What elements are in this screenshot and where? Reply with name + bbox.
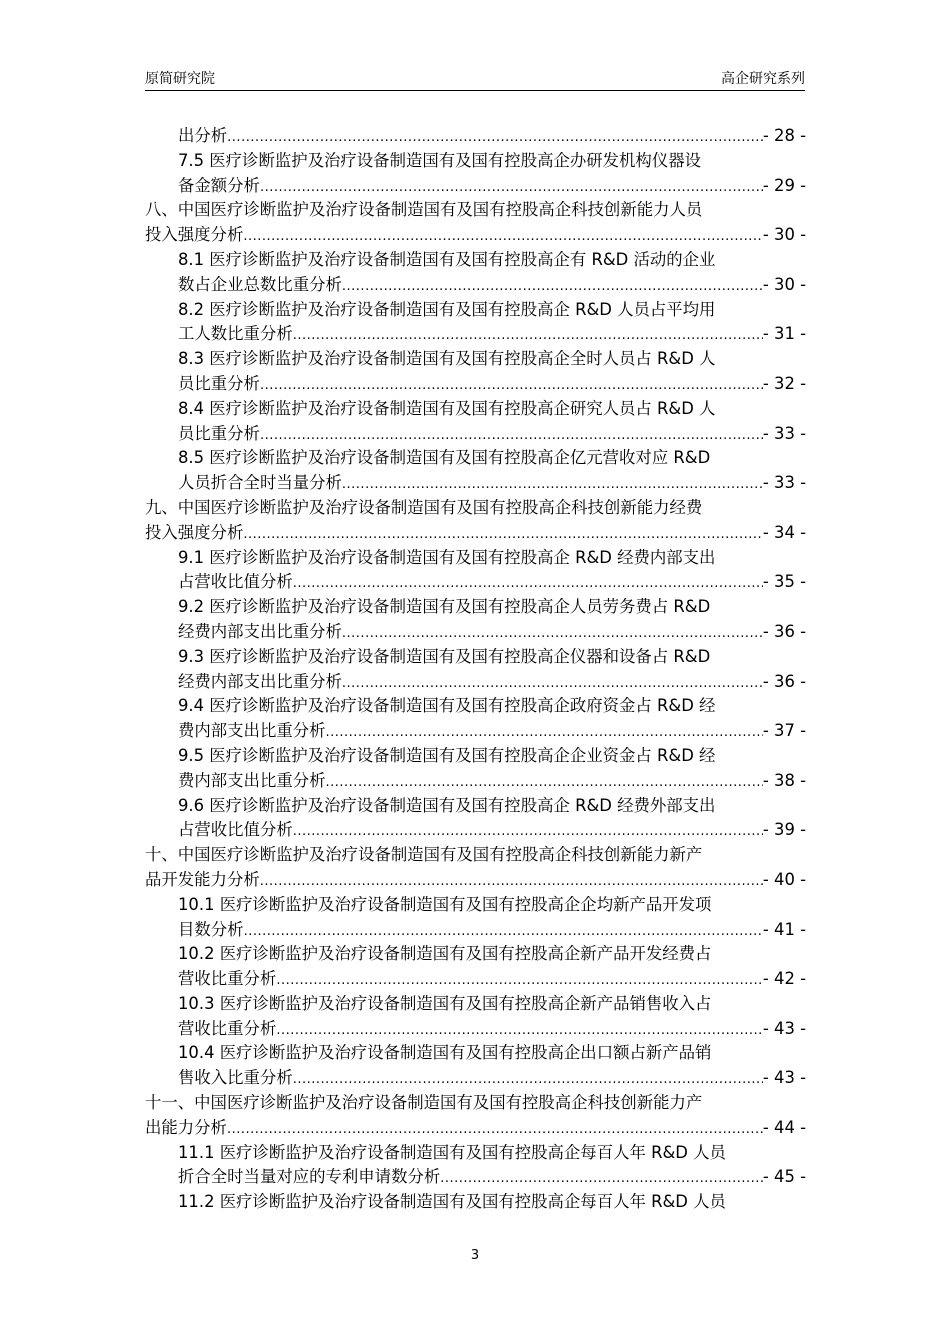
toc-entry-text: 8.4 医疗诊断监护及治疗设备制造国有及国有控股高企研究人员占 R&D 人 — [178, 398, 716, 418]
toc-entry-text: 9.4 医疗诊断监护及治疗设备制造国有及国有控股高企政府资金占 R&D 经 — [178, 696, 716, 716]
toc-dot-leader — [293, 324, 763, 347]
toc-entry-text: 员比重分析 — [178, 423, 260, 443]
header-right: 高企研究系列 — [721, 71, 805, 87]
toc-page-number: - 33 - — [762, 423, 806, 443]
toc-entry-text: 8.3 医疗诊断监护及治疗设备制造国有及国有控股高企全时人员占 R&D 人 — [178, 349, 716, 369]
toc-entry-text: 10.3 医疗诊断监护及治疗设备制造国有及国有控股高企新产品销售收入占 — [178, 993, 712, 1013]
toc-page-number: - 31 - — [762, 324, 806, 344]
toc-entry-line-wrap[interactable] — [145, 1091, 806, 1116]
toc-entry-line[interactable] — [145, 670, 806, 695]
toc-dot-leader — [260, 374, 763, 397]
toc-entry-line[interactable] — [145, 1066, 806, 1091]
toc-page-number: - 40 - — [762, 869, 806, 889]
toc-dot-leader — [276, 969, 763, 992]
toc-page-number: - 36 - — [762, 671, 806, 691]
toc-entry-line[interactable] — [145, 174, 806, 199]
toc-page-number: - 30 - — [762, 274, 806, 294]
toc-entry-text: 品开发能力分析 — [145, 869, 260, 889]
toc-entry-text: 10.1 医疗诊断监护及治疗设备制造国有及国有控股高企企均新产品开发项 — [178, 894, 712, 914]
toc-dot-leader — [342, 473, 763, 496]
toc-entry-text: 工人数比重分析 — [178, 324, 293, 344]
toc-entry-text: 九、中国医疗诊断监护及治疗设备制造国有及国有控股高企科技创新能力经费 — [145, 497, 703, 517]
toc-entry-text: 费内部支出比重分析 — [178, 721, 326, 741]
toc-entry-line[interactable] — [145, 124, 806, 149]
toc-page-number: - 39 - — [762, 820, 806, 840]
toc-page-number: - 32 - — [762, 373, 806, 393]
toc-entry-line-wrap[interactable] — [145, 397, 806, 422]
toc-page-number: - 33 - — [762, 473, 806, 493]
toc-entry-text: 十、中国医疗诊断监护及治疗设备制造国有及国有控股高企科技创新能力新产 — [145, 845, 703, 865]
table-of-contents — [145, 124, 806, 1215]
toc-entry-text: 11.2 医疗诊断监护及治疗设备制造国有及国有控股高企每百人年 R&D 人员 — [178, 1192, 726, 1212]
toc-dot-leader — [276, 1019, 763, 1042]
toc-dot-leader — [342, 275, 763, 298]
toc-dot-leader — [227, 126, 763, 149]
toc-entry-text: 目数分析 — [178, 919, 244, 939]
toc-entry-line[interactable] — [145, 273, 806, 298]
toc-page-number: - 28 - — [762, 126, 806, 145]
toc-dot-leader — [293, 1068, 763, 1091]
toc-entry-text: 营收比重分析 — [178, 969, 277, 989]
toc-entry-line[interactable] — [145, 719, 806, 744]
toc-entry-text: 备金额分析 — [178, 175, 260, 195]
toc-dot-leader — [260, 176, 763, 199]
toc-dot-leader — [244, 920, 763, 943]
toc-entry-line[interactable] — [145, 868, 806, 893]
toc-entry-line[interactable] — [145, 1017, 806, 1042]
toc-entry-text: 营收比重分析 — [178, 1018, 277, 1038]
header-left: 原简研究院 — [145, 71, 215, 87]
toc-dot-leader — [342, 672, 763, 695]
toc-entry-text: 10.2 医疗诊断监护及治疗设备制造国有及国有控股高企新产品开发经费占 — [178, 944, 712, 964]
toc-entry-text: 9.6 医疗诊断监护及治疗设备制造国有及国有控股高企 R&D 经费外部支出 — [178, 795, 716, 815]
toc-entry-line-wrap[interactable] — [145, 496, 806, 521]
toc-dot-leader — [440, 1167, 763, 1190]
toc-entry-line-wrap[interactable] — [145, 1141, 806, 1166]
toc-entry-line[interactable] — [145, 967, 806, 992]
toc-entry-line[interactable] — [145, 769, 806, 794]
toc-page-number: - 44 - — [762, 1117, 806, 1137]
toc-page-number: - 29 - — [762, 175, 806, 195]
toc-dot-leader — [293, 820, 763, 843]
toc-entry-line-wrap[interactable] — [145, 347, 806, 372]
toc-entry-text: 人员折合全时当量分析 — [178, 473, 342, 493]
toc-entry-line[interactable] — [145, 570, 806, 595]
toc-entry-line-wrap[interactable] — [145, 198, 806, 223]
toc-entry-line-wrap[interactable] — [145, 446, 806, 471]
toc-dot-leader — [342, 622, 763, 645]
toc-page-number: - 30 - — [762, 225, 806, 245]
page-header — [145, 68, 805, 91]
toc-entry-line-wrap[interactable] — [145, 893, 806, 918]
toc-entry-line-wrap[interactable] — [145, 744, 806, 769]
toc-entry-line-wrap[interactable] — [145, 645, 806, 670]
toc-entry-text: 十一、中国医疗诊断监护及治疗设备制造国有及国有控股高企科技创新能力产 — [145, 1093, 703, 1113]
toc-entry-line[interactable] — [145, 372, 806, 397]
toc-entry-line[interactable] — [145, 471, 806, 496]
toc-entry-line-wrap[interactable] — [145, 248, 806, 273]
toc-page-number: - 37 - — [762, 721, 806, 741]
toc-entry-line-wrap[interactable] — [145, 942, 806, 967]
toc-entry-line-wrap[interactable] — [145, 843, 806, 868]
toc-dot-leader — [260, 424, 763, 447]
toc-entry-text: 出分析 — [178, 126, 228, 145]
toc-dot-leader — [326, 721, 763, 744]
toc-entry-text: 8.1 医疗诊断监护及治疗设备制造国有及国有控股高企有 R&D 活动的企业 — [178, 249, 716, 269]
toc-entry-line-wrap[interactable] — [145, 1190, 806, 1215]
toc-dot-leader — [243, 225, 763, 248]
toc-entry-text: 7.5 医疗诊断监护及治疗设备制造国有及国有控股高企办研发机构仪器设 — [178, 150, 701, 170]
toc-entry-text: 经费内部支出比重分析 — [178, 621, 342, 641]
toc-dot-leader — [260, 870, 763, 893]
toc-entry-text: 经费内部支出比重分析 — [178, 671, 342, 691]
toc-entry-text: 售收入比重分析 — [178, 1068, 293, 1088]
toc-entry-line-wrap[interactable] — [145, 1041, 806, 1066]
toc-entry-line-wrap[interactable] — [145, 546, 806, 571]
page-number: 3 — [470, 1248, 480, 1263]
toc-entry-text: 折合全时当量对应的专利申请数分析 — [178, 1167, 441, 1187]
toc-entry-line-wrap[interactable] — [145, 149, 806, 174]
toc-entry-text: 占营收比值分析 — [178, 820, 293, 840]
toc-page-number: - 35 - — [762, 572, 806, 592]
toc-entry-line[interactable] — [145, 521, 806, 546]
toc-entry-line[interactable] — [145, 620, 806, 645]
toc-entry-text: 9.1 医疗诊断监护及治疗设备制造国有及国有控股高企 R&D 经费内部支出 — [178, 547, 716, 567]
toc-entry-text: 投入强度分析 — [145, 225, 244, 245]
toc-entry-line[interactable] — [145, 322, 806, 347]
toc-page-number: - 43 - — [762, 1068, 806, 1088]
toc-entry-line-wrap[interactable] — [145, 595, 806, 620]
toc-page-number: - 34 - — [762, 522, 806, 542]
toc-entry-text: 8.2 医疗诊断监护及治疗设备制造国有及国有控股高企 R&D 人员占平均用 — [178, 299, 716, 319]
toc-entry-text: 9.2 医疗诊断监护及治疗设备制造国有及国有控股高企人员劳务费占 R&D — [178, 597, 711, 617]
toc-entry-line-wrap[interactable] — [145, 298, 806, 323]
toc-entry-text: 9.5 医疗诊断监护及治疗设备制造国有及国有控股高企企业资金占 R&D 经 — [178, 745, 716, 765]
toc-entry-text: 11.1 医疗诊断监护及治疗设备制造国有及国有控股高企每百人年 R&D 人员 — [178, 1142, 726, 1162]
toc-entry-line[interactable] — [145, 422, 806, 447]
toc-page-number: - 41 - — [762, 919, 806, 939]
toc-entry-text: 数占企业总数比重分析 — [178, 274, 342, 294]
toc-entry-line[interactable] — [145, 1116, 806, 1141]
toc-dot-leader — [293, 572, 763, 595]
toc-entry-line[interactable] — [145, 223, 806, 248]
toc-entry-text: 员比重分析 — [178, 373, 260, 393]
toc-entry-text: 投入强度分析 — [145, 522, 244, 542]
toc-dot-leader — [326, 771, 763, 794]
toc-entry-line-wrap[interactable] — [145, 794, 806, 819]
toc-entry-line[interactable] — [145, 1165, 806, 1190]
toc-entry-text: 8.5 医疗诊断监护及治疗设备制造国有及国有控股高企亿元营收对应 R&D — [178, 448, 711, 468]
toc-entry-text: 费内部支出比重分析 — [178, 770, 326, 790]
toc-dot-leader — [243, 523, 763, 546]
toc-entry-line[interactable] — [145, 918, 806, 943]
toc-page-number: - 42 - — [762, 969, 806, 989]
toc-entry-text: 10.4 医疗诊断监护及治疗设备制造国有及国有控股高企出口额占新产品销 — [178, 1043, 712, 1063]
toc-entry-text: 出能力分析 — [145, 1117, 227, 1137]
toc-dot-leader — [227, 1118, 763, 1141]
toc-entry-line-wrap[interactable] — [145, 694, 806, 719]
toc-entry-text: 9.3 医疗诊断监护及治疗设备制造国有及国有控股高企仪器和设备占 R&D — [178, 646, 711, 666]
toc-page-number: - 38 - — [762, 770, 806, 790]
toc-entry-text: 占营收比值分析 — [178, 572, 293, 592]
toc-entry-text: 八、中国医疗诊断监护及治疗设备制造国有及国有控股高企科技创新能力人员 — [145, 200, 703, 220]
toc-entry-line[interactable] — [145, 818, 806, 843]
toc-page-number: - 43 - — [762, 1018, 806, 1038]
toc-page-number: - 45 - — [762, 1167, 806, 1187]
toc-page-number: - 36 - — [762, 621, 806, 641]
toc-entry-line-wrap[interactable] — [145, 992, 806, 1017]
